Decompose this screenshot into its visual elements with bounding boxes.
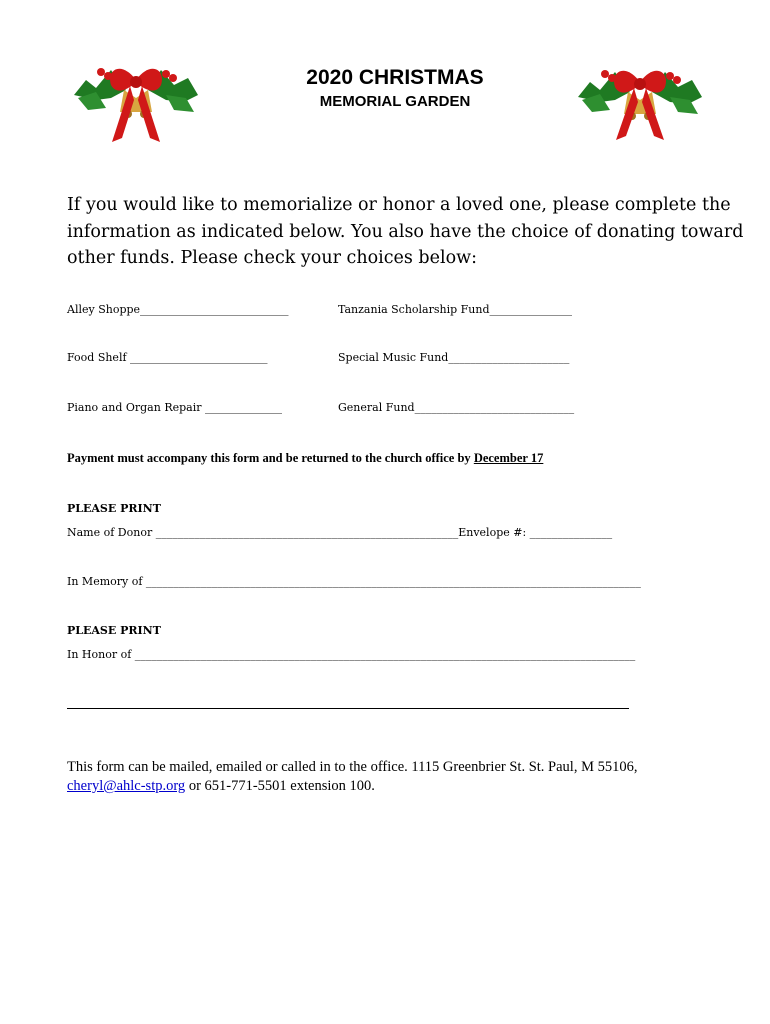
please-print-label: PLEASE PRINT <box>67 624 161 637</box>
in-memory-of-field[interactable]: In Memory of __________________________________________________________________________________________ <box>67 575 641 588</box>
fund-piano-organ-repair[interactable]: Piano and Organ Repair ______________ <box>67 401 282 414</box>
holly-bells-bow-icon <box>66 50 206 150</box>
intro-text: If you would like to memorialize or honor a loved one, please complete the information as indicated below. You also have the choice of donating toward other funds. Please check your choices below: <box>67 195 744 268</box>
deadline-date: December 17 <box>473 451 544 465</box>
donor-name-field[interactable]: Name of Donor _______________________________________________________Envelope #: _______________ <box>67 526 613 539</box>
extra-line-field[interactable] <box>67 708 629 709</box>
page-subtitle: MEMORIAL GARDEN <box>319 93 471 110</box>
in-honor-of-field[interactable]: In Honor of ___________________________________________________________________________________________ <box>67 648 636 661</box>
fund-tanzania-scholarship[interactable]: Tanzania Scholarship Fund_______________ <box>338 303 573 316</box>
holly-bells-bow-icon <box>570 52 710 152</box>
email-link[interactable]: cheryl@ahlc-stp.org <box>67 778 186 794</box>
fund-special-music[interactable]: Special Music Fund______________________ <box>338 351 570 364</box>
contact-info: This form can be mailed, emailed or called in to the office. 1115 Greenbrier St. St. Paul, M 55106, cheryl@ahlc-stp.org or 651-771-5501 extension 100. <box>67 759 638 794</box>
page-title: 2020 CHRISTMAS <box>306 66 484 89</box>
please-print-label: PLEASE PRINT <box>67 502 161 515</box>
fund-alley-shoppe[interactable]: Alley Shoppe___________________________ <box>67 303 289 316</box>
payment-notice: Payment must accompany this form and be returned to the church office by December 17 <box>67 451 544 465</box>
fund-general[interactable]: General Fund_____________________________ <box>338 401 575 414</box>
fund-food-shelf[interactable]: Food Shelf _________________________ <box>67 351 268 364</box>
